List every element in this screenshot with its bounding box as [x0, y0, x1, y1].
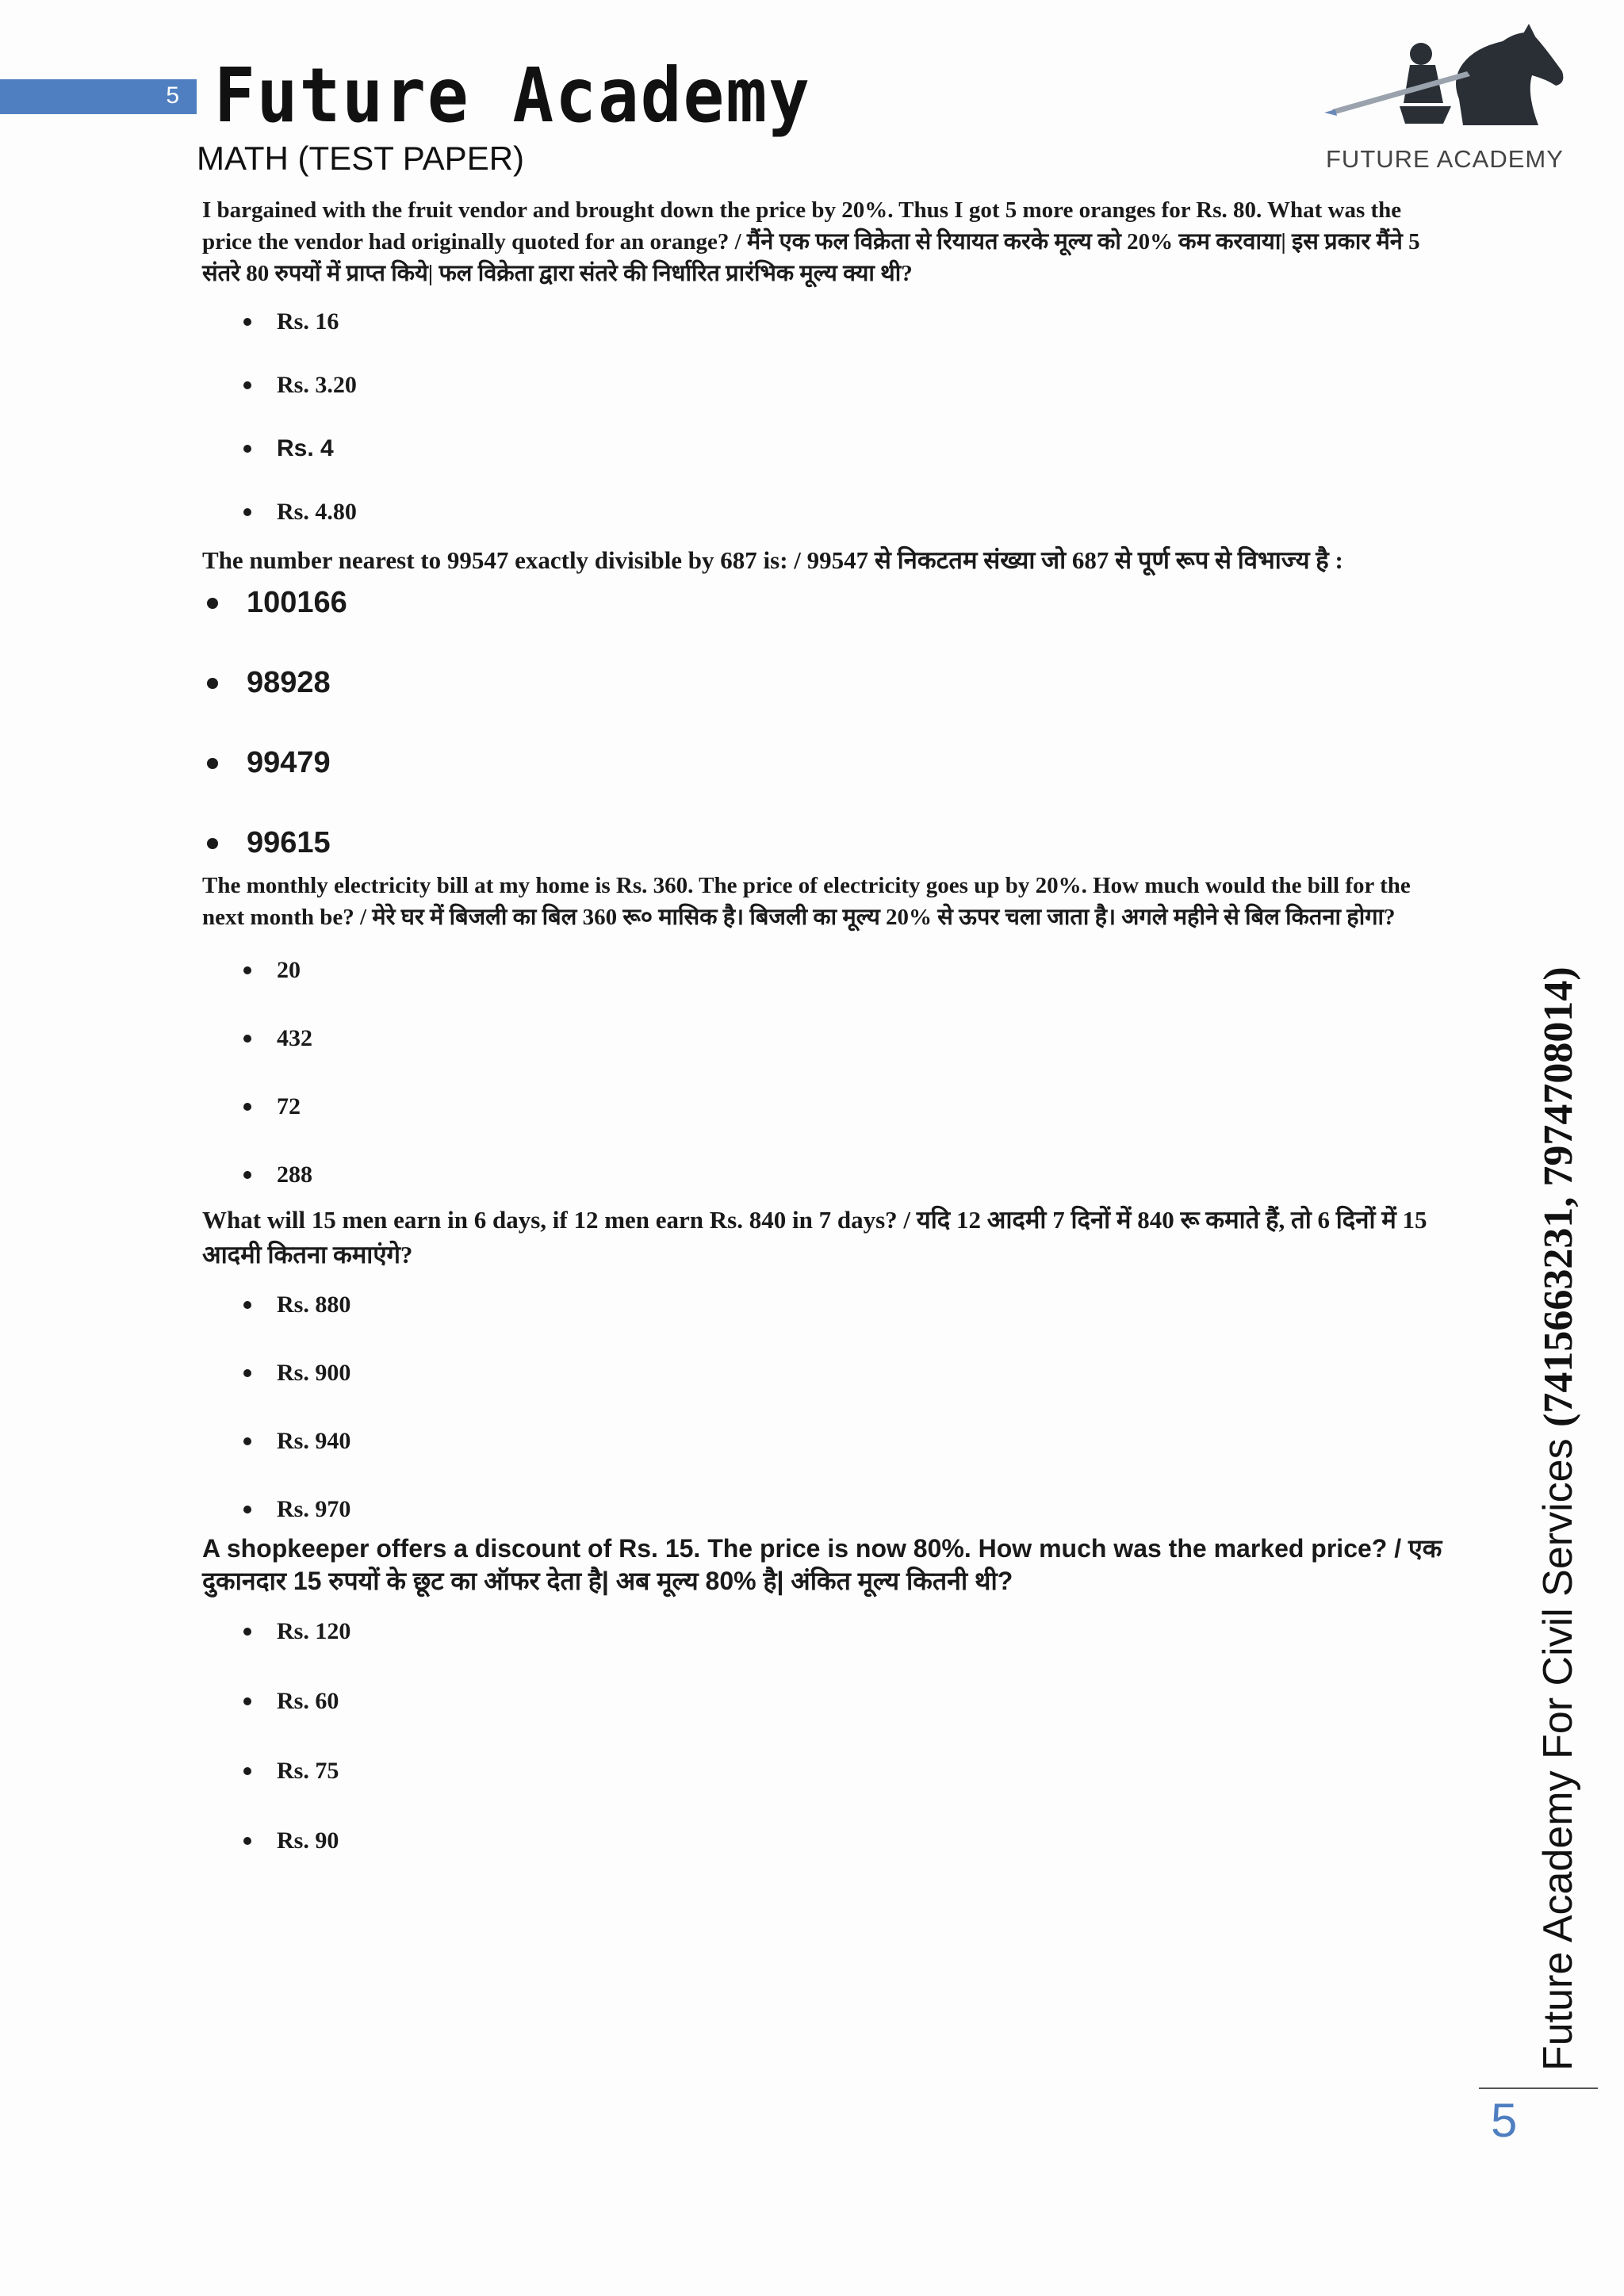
option-item: Rs. 90 — [202, 1827, 1447, 1854]
question-3: The monthly electricity bill at my home is Rs. 360. The price of electricity goes up by 20%. How much would the bill for the next month be? / मेरे घर में बिजली का बिल 360 रू० मासिक है। बिजली का मूल्य 20% से ऊपर चला जाता है। अगले महीने से बिल कितना होगा? — [202, 873, 1411, 930]
option-item: Rs. 60 — [202, 1688, 1447, 1715]
sidebar-phones: (7415663231, 7974708014) — [1536, 966, 1581, 1427]
option-item: Rs. 4 — [202, 435, 1447, 462]
page-tab-number: 5 — [166, 82, 179, 109]
option-item: 100166 — [202, 586, 1447, 620]
page-number: 5 — [1491, 2094, 1518, 2147]
footer-divider — [1479, 2087, 1598, 2089]
option-item: 72 — [202, 1093, 1447, 1120]
option-item: 432 — [202, 1025, 1447, 1052]
question-4: What will 15 men earn in 6 days, if 12 men earn Rs. 840 in 7 days? / यदि 12 आदमी 7 दिनों में 840 रू कमाते हैं, तो 6 दिनों में 15 आदमी कितना कमाएंगे? — [202, 1206, 1427, 1269]
question-1-options — [202, 308, 1447, 526]
knight-logo-icon — [1324, 24, 1578, 135]
option-item: Rs. 880 — [202, 1292, 1447, 1318]
option-item: Rs. 4.80 — [202, 499, 1447, 526]
option-item: 99615 — [202, 826, 1447, 860]
option-item: Rs. 16 — [202, 308, 1447, 335]
question-5-options — [202, 1618, 1447, 1854]
question-5: A shopkeeper offers a discount of Rs. 15. The price is now 80%. How much was the marked price? / एक दुकानदार 15 रुपयों के छूट का ऑफर देता है| अब मूल्य 80% है| अंकित मूल्य कितनी थी? — [202, 1534, 1442, 1595]
option-item: 20 — [202, 957, 1447, 984]
page-number-tab — [0, 79, 197, 114]
sidebar-contact — [1534, 961, 1582, 2071]
question-3-options — [202, 957, 1447, 1188]
option-item: 98928 — [202, 666, 1447, 700]
question-2: The number nearest to 99547 exactly divisible by 687 is: / 99547 से निकटतम संख्या जो 687 से पूर्ण रूप से विभाज्य है : — [202, 546, 1343, 574]
brand-title: Future Academy — [214, 52, 811, 140]
question-4-options — [202, 1292, 1447, 1523]
option-item: 99479 — [202, 746, 1447, 780]
sidebar-label: Future Academy For Civil Services — [1535, 1426, 1581, 2071]
option-item: Rs. 3.20 — [202, 372, 1447, 399]
logo-text: FUTURE ACADEMY — [1326, 145, 1564, 173]
option-item: Rs. 75 — [202, 1758, 1447, 1785]
question-list — [202, 194, 1447, 1854]
option-item: Rs. 120 — [202, 1618, 1447, 1645]
option-item: Rs. 970 — [202, 1496, 1447, 1523]
option-item: 288 — [202, 1161, 1447, 1188]
question-2-options — [202, 586, 1447, 860]
option-item: Rs. 940 — [202, 1428, 1447, 1455]
question-1: I bargained with the fruit vendor and brought down the price by 20%. Thus I got 5 more oranges for Rs. 80. What was the price the vendor had originally quoted for an orange? / मैंने एक फल विक्रेता से रियायत करके मूल्य को 20% कम करवाया| इस प्रकार मैंने 5 संतरे 80 रुपयों में प्राप्त किये| फल विक्रेता द्वारा संतरे की निर्धारित प्रारंभिक मूल्य क्या थी? — [202, 197, 1420, 286]
paper-subtitle: MATH (TEST PAPER) — [197, 140, 525, 177]
option-item: Rs. 900 — [202, 1360, 1447, 1387]
